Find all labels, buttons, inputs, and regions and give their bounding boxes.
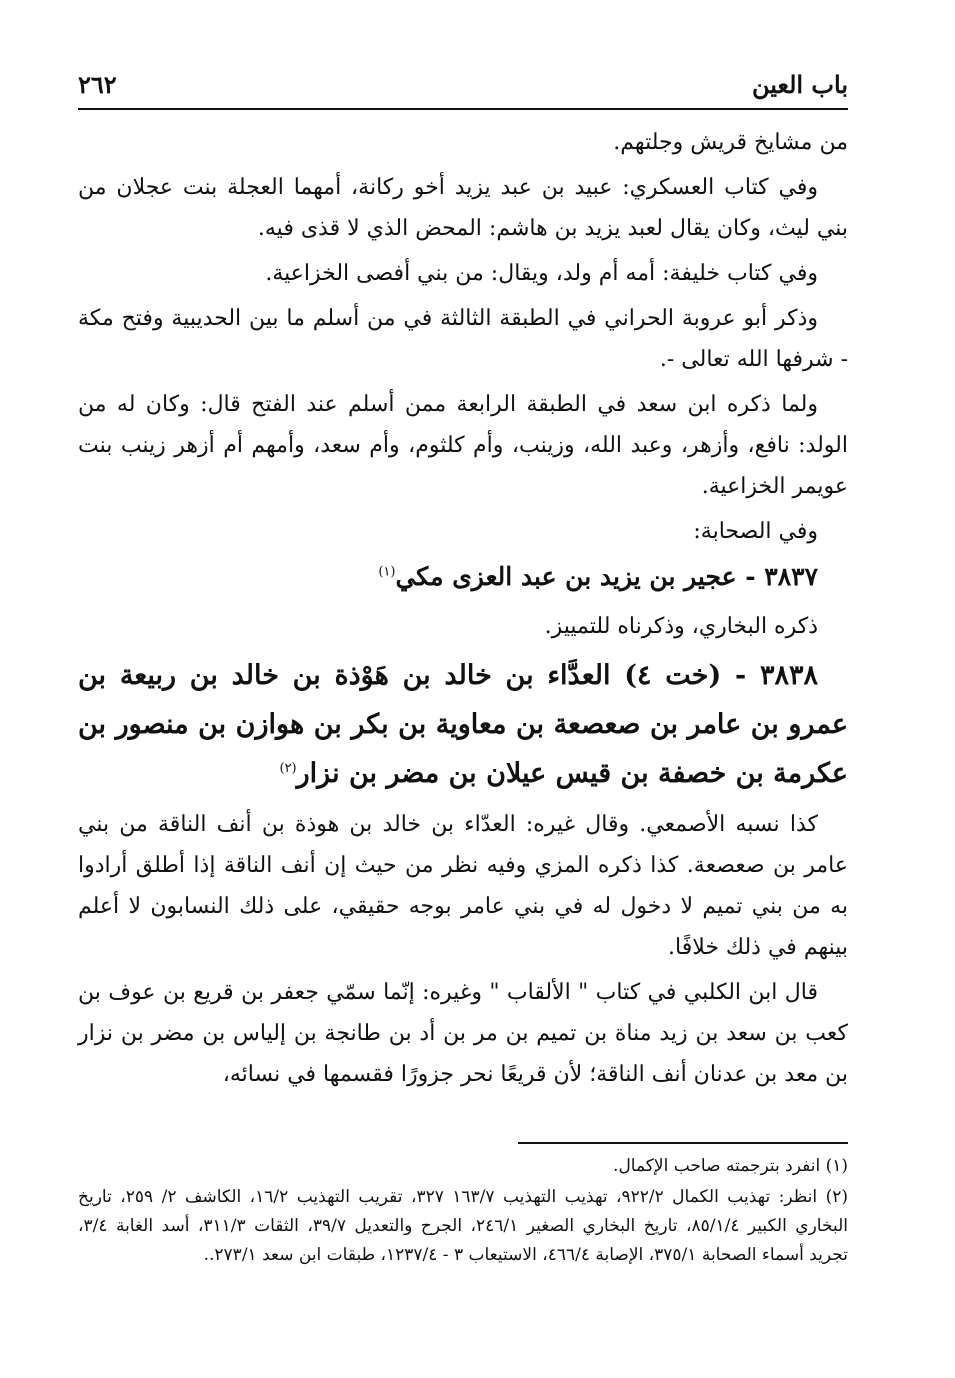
paragraph: وفي الصحابة:: [693, 519, 818, 544]
entry-heading-text: ٣٨٣٧ - عجير بن يزيد بن عبد العزى مكي: [395, 562, 818, 591]
chapter-title: باب العين: [751, 70, 848, 99]
paragraph: وفي كتاب العسكري: عبيد بن عبد يزيد أخو ركانة، أمهما العجلة بنت عجلان من بني ليث، وكان يقال لعبد يزيد بن هاشم: المحض الذي لا قذى فيه.: [78, 175, 848, 241]
entry-heading-3837: [78, 556, 848, 598]
page-header: [78, 70, 848, 110]
page-body: [78, 122, 848, 1099]
paragraph: ذكره البخاري، وذكرناه للتمييز.: [544, 614, 818, 639]
book-page: [78, 0, 848, 1378]
paragraph: وفي كتاب خليفة: أمه أم ولد، ويقال: من بني أفصى الخزاعية.: [265, 261, 818, 286]
footnote: (١) انفرد بترجمته صاحب الإكمال.: [613, 1156, 848, 1176]
entry-heading-3838: [78, 651, 848, 798]
footnotes: [78, 1152, 848, 1272]
entry-heading-text: ٣٨٣٨ - (خت ٤) العدَّاء بن خالد بن هَوْذة بن خالد بن ربيعة بن عمرو بن عامر بن صعصعة بن معاوية بن بكر بن هوازن بن منصور بن عكرمة بن خصفة بن قيس عيلان بن مضر بن نزار: [78, 660, 848, 789]
header-divider: [78, 108, 848, 110]
paragraph: ولما ذكره ابن سعد في الطبقة الرابعة ممن أسلم عند الفتح قال: وكان له من الولد: نافع، وأزهر، وعبد الله، وزينب، وأم كلثوم، وأم سعد، وأمهم أم أزهر زينب بنت عويمر الخزاعية.: [78, 392, 848, 499]
footnote-marker: (٢): [279, 761, 297, 776]
footnote: (٢) انظر: تهذيب الكمال ٩٢٢/٢، تهذيب التهذيب ١٦٣/٧ ٣٢٧، تقريب التهذيب ١٦/٢، الكاشف ٢/ ٢٥٩، تاريخ البخاري الكبير ٨٥/١/٤، تاريخ البخاري الصغير ٢٤٦/١، الجرح والتعديل ٣٩/٧، الثقات ٣١١/٣، أسد الغابة ٣/٤، تجريد أسماء الصحابة ٣٧٥/١، الإصابة ٤٦٦/٤، الاستيعاب ٣ - ١٢٣٧/٤، طبقات ابن سعد ٢٧٣/١..: [78, 1187, 848, 1265]
footnote-divider: [518, 1142, 848, 1144]
paragraph: وذكر أبو عروبة الحراني في الطبقة الثالثة في من أسلم ما بين الحديبية وفتح مكة - شرفها الله تعالى -.: [78, 306, 848, 372]
footnote-marker: (١): [378, 564, 396, 580]
paragraph: من مشايخ قريش وجلتهم.: [613, 130, 848, 155]
paragraph: قال ابن الكلبي في كتاب " الألقاب " وغيره: إنّما سمّي جعفر بن قريع بن عوف بن كعب بن سعد بن زيد مناة بن تميم بن مر بن أد بن طانجة بن إلياس بن مضر بن نزار بن معد بن عدنان أنف الناقة؛ لأن قريعًا نحر جزورًا فقسمها في نسائه،: [78, 980, 848, 1087]
page-number: ٢٦٢: [78, 70, 117, 99]
paragraph: كذا نسبه الأصمعي. وقال غيره: العدّاء بن خالد بن هوذة بن أنف الناقة من بني عامر بن صعصعة. كذا ذكره المزي وفيه نظر من حيث إن أنف الناقة إذا أطلق أرادوا به من بني تميم لا دخول له في بني عامر بوجه حقيقي، على ذلك النسابون لا أعلم بينهم في ذلك خلافًا.: [78, 812, 848, 960]
